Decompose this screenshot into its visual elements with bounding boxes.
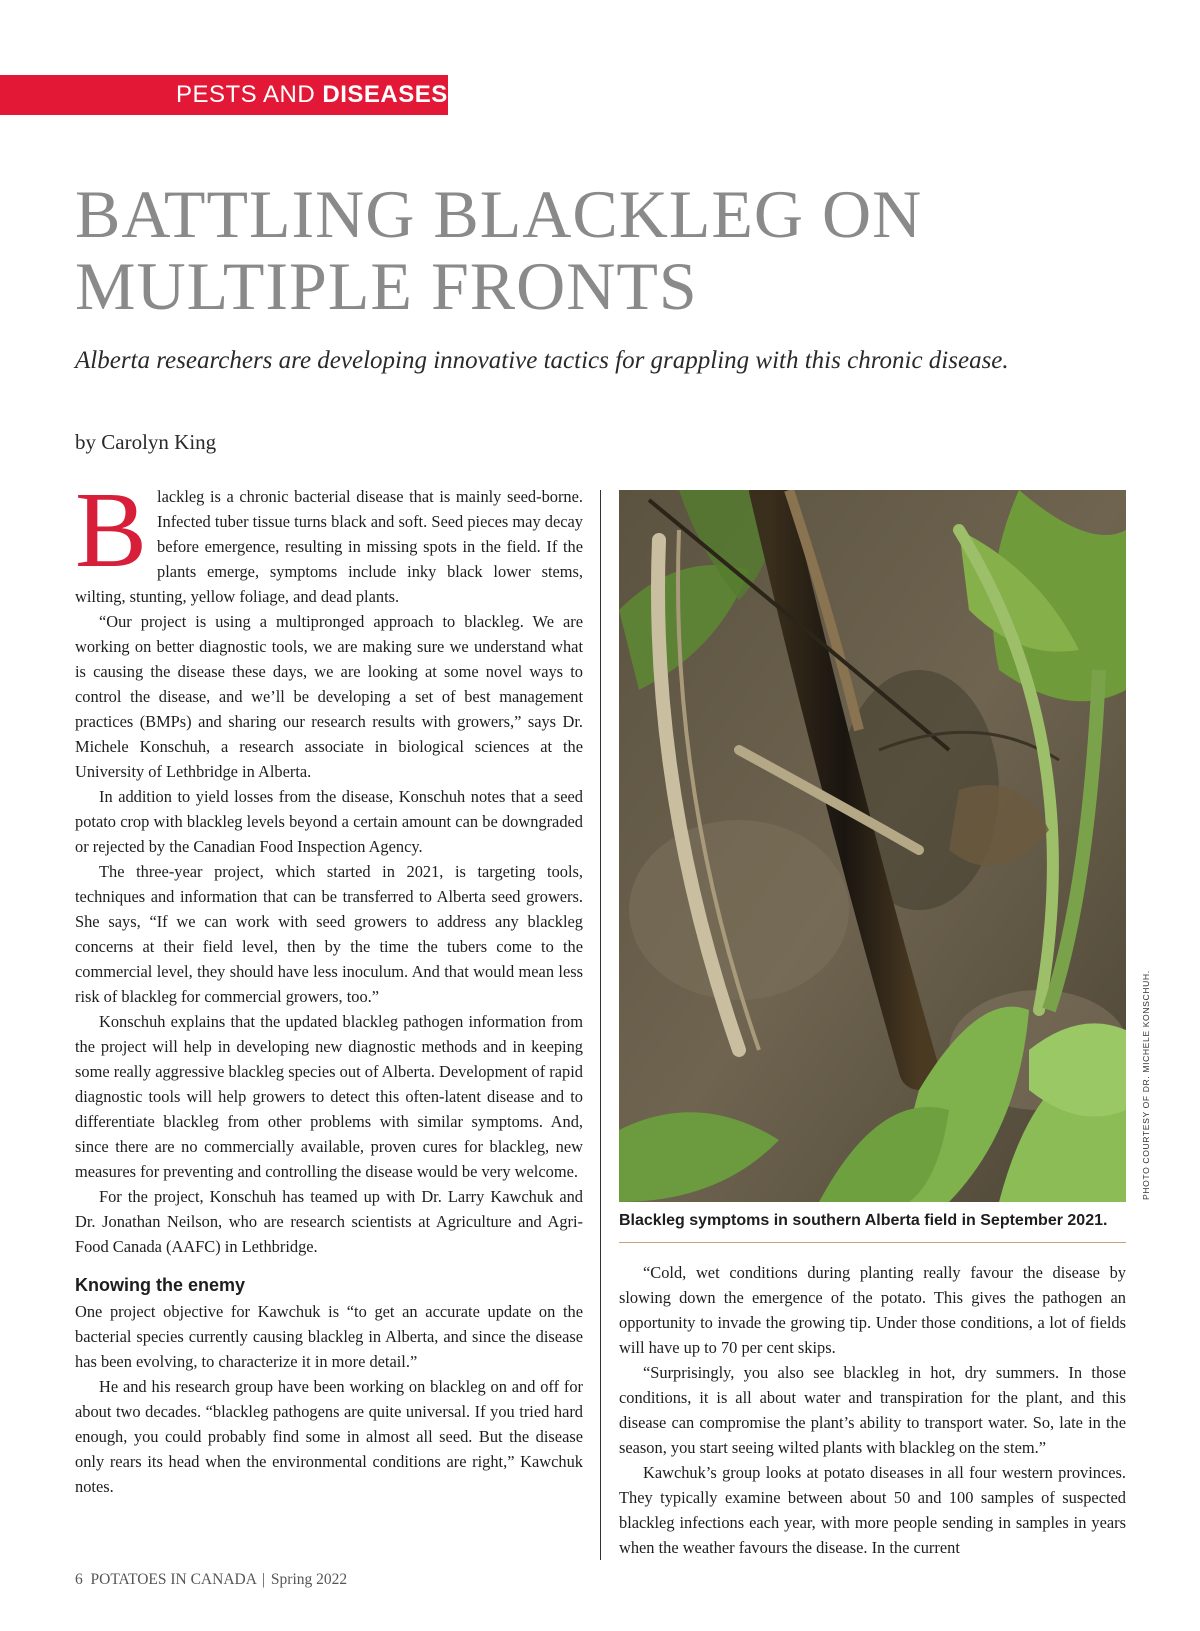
- caption-rule: [619, 1242, 1126, 1243]
- issue-date: Spring 2022: [270, 1571, 348, 1588]
- body-paragraph: He and his research group have been working on blackleg on and off for about two decades. “blackleg pathogens are quite universal. If you tried hard enough, you could probably find some in almost all seed. But the disease only rears its head when the environmental conditions are right,” Kawchuk notes.: [75, 1377, 583, 1496]
- footer-separator: |: [261, 1571, 266, 1588]
- publication-name: POTATOES IN CANADA: [90, 1571, 257, 1588]
- body-paragraph: “Surprisingly, you also see blackleg in hot, dry summers. In those conditions, it is all about water and transpiration for the plant, and this disease can compromise the plant’s ability to transport water. So, late in the season, you start seeing wilted plants with blackleg on the stem.”: [619, 1363, 1126, 1457]
- body-paragraph: The three-year project, which started in 2021, is targeting tools, techniques and information that can be transferred to Alberta seed growers. She says, “If we can work with seed growers to address any blackleg concerns at their field level, then by the time the tubers come to the commercial level, they should have less inoculum. And that would mean less risk of blackleg for commercial growers, too.”: [75, 862, 583, 1006]
- section-banner: [0, 75, 448, 115]
- body-paragraph: “Our project is using a multipronged approach to blackleg. We are working on better diagnostic tools, we are making sure we understand what is causing the disease these days, we are looking at some novel ways to control the disease, and we’ll be developing a set of best management practices (BMPs) and sharing our research results with growers,” says Dr. Michele Konschuh, a research associate in biological sciences at the University of Lethbridge in Alberta.: [75, 612, 583, 781]
- blackleg-plant-image: [619, 490, 1126, 1202]
- body-paragraph: “Cold, wet conditions during planting really favour the disease by slowing down the emergence of the potato. This gives the pathogen an opportunity to invade the growing tip. Under those conditions, a lot of fields will have up to 70 per cent skips.: [619, 1263, 1126, 1357]
- article-photo: [619, 490, 1126, 1202]
- right-column: [619, 1260, 1126, 1560]
- column-divider: [600, 490, 601, 1560]
- byline: by Carolyn King: [75, 430, 217, 454]
- photo-credit: PHOTO COURTESY OF DR. MICHELE KONSCHUH.: [1141, 970, 1151, 1200]
- left-column: [75, 471, 583, 1499]
- article-title: BATTLING BLACKLEG ON MULTIPLE FRONTS: [75, 176, 923, 324]
- body-paragraph: For the project, Konschuh has teamed up with Dr. Larry Kawchuk and Dr. Jonathan Neilson, who are research scientists at Agriculture and Agri-Food Canada (AAFC) in Lethbridge.: [75, 1187, 583, 1256]
- page-number: 6: [75, 1571, 83, 1588]
- section-label-bold: DISEASES: [322, 81, 448, 108]
- section-label-light: PESTS AND: [176, 81, 323, 108]
- body-paragraph: Blackleg is a chronic bacterial disease that is mainly seed-borne. Infected tuber tissue turns black and soft. Seed pieces may decay before emergence, resulting in missing spots in the field. If the plants emerge, symptoms include inky black lower stems, wilting, stunting, yellow foliage, and dead plants.: [75, 471, 583, 606]
- article-deck: Alberta researchers are developing innovative tactics for grappling with this chronic disease.: [75, 347, 1009, 374]
- body-paragraph: Konschuh explains that the updated blackleg pathogen information from the project will help in developing new diagnostic methods and in keeping some really aggressive blackleg species out of Alberta. Development of rapid diagnostic tools will help growers to detect this often-latent disease and to differentiate blackleg from other problems with similar symptoms. And, since there are no commercially available, proven cures for blackleg, new measures for preventing and controlling the disease would be very welcome.: [75, 1012, 583, 1181]
- body-paragraph: One project objective for Kawchuk is “to get an accurate update on the bacterial species currently causing blackleg in Alberta, and since the disease has been evolving, to characterize it in more detail.”: [75, 1302, 583, 1371]
- page-footer: [75, 1570, 347, 1590]
- body-paragraph: Kawchuk’s group looks at potato diseases in all four western provinces. They typically examine between about 50 and 100 samples of suspected blackleg infections each year, with more people sending in samples in years when the weather favours the disease. In the current: [619, 1463, 1126, 1557]
- subhead: Knowing the enemy: [75, 1275, 246, 1295]
- drop-cap: B: [75, 471, 148, 590]
- photo-caption: Blackleg symptoms in southern Alberta field in September 2021.: [619, 1212, 1108, 1229]
- body-paragraph: In addition to yield losses from the disease, Konschuh notes that a seed potato crop with blackleg levels beyond a certain amount can be downgraded or rejected by the Canadian Food Inspection Agency.: [75, 787, 583, 856]
